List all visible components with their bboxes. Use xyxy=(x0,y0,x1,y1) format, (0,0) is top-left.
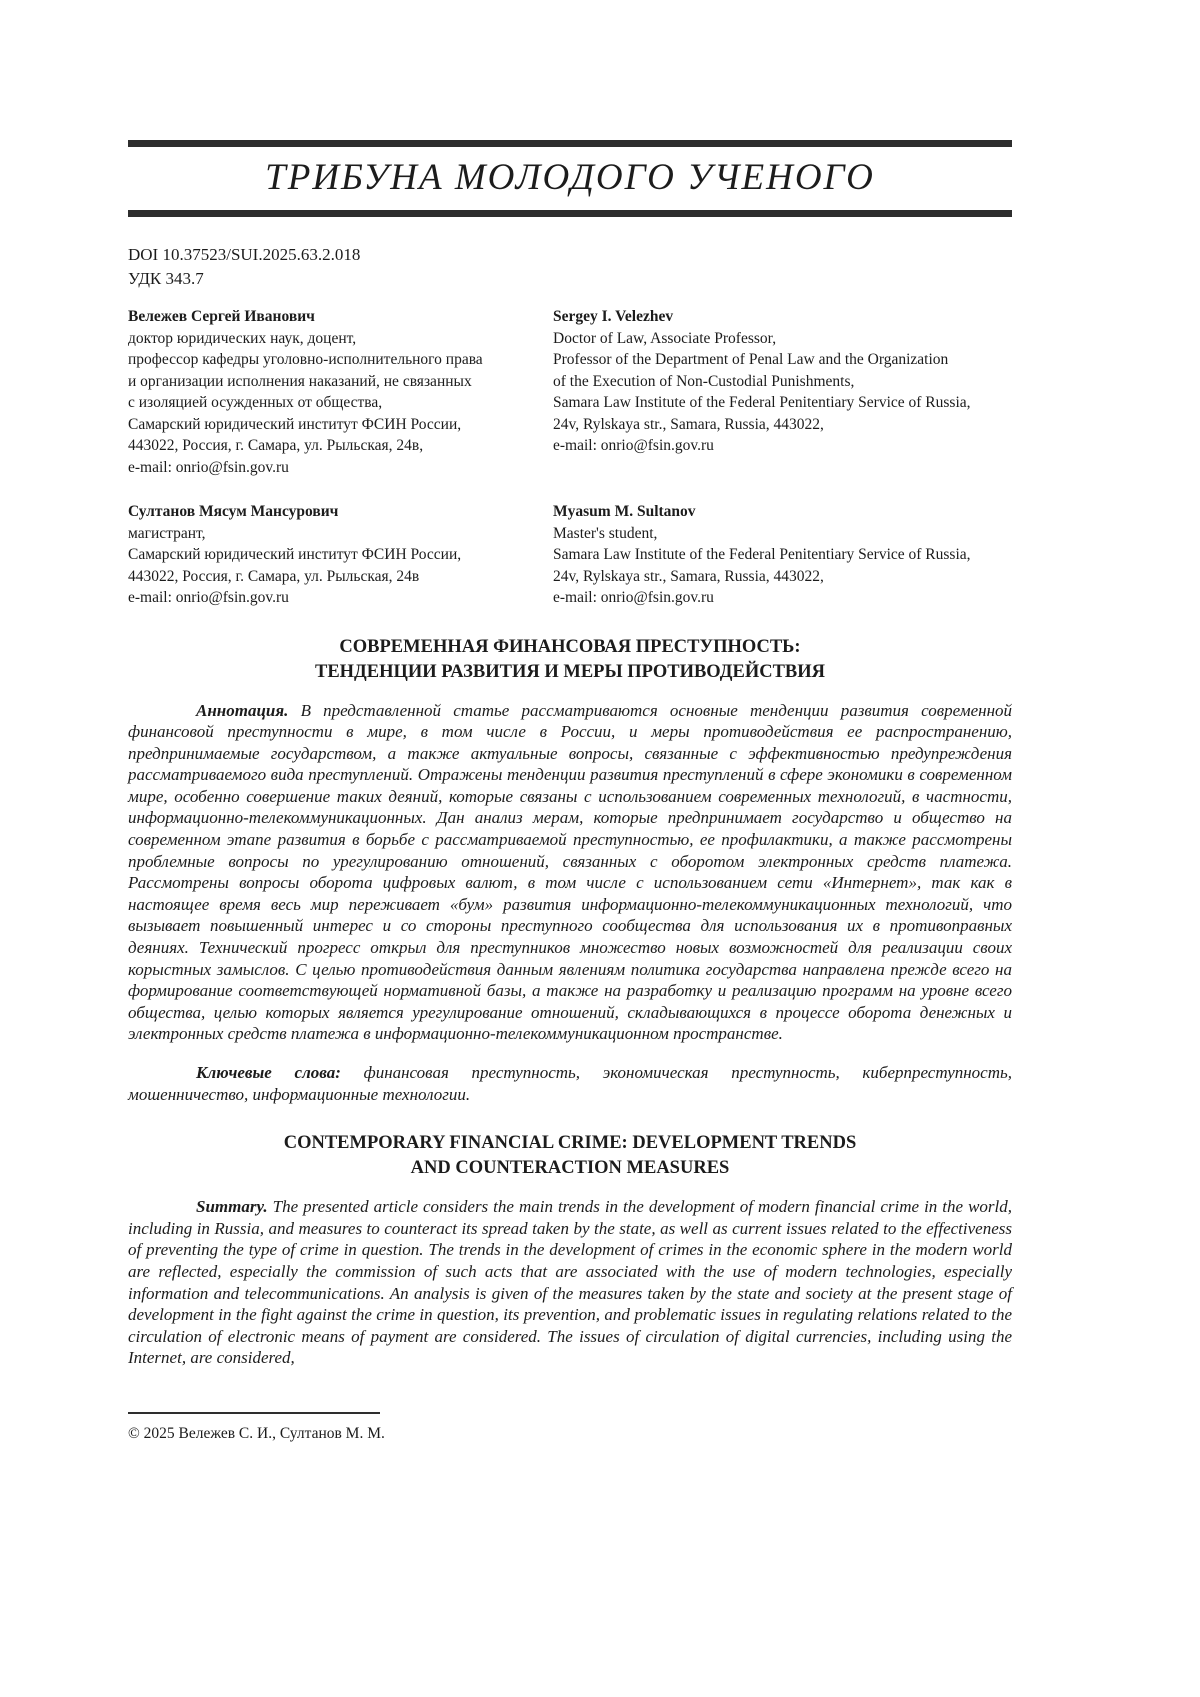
udk-line: УДК 343.7 xyxy=(128,269,204,288)
author-name-en: Sergey I. Velezhev xyxy=(553,308,674,325)
keywords-ru xyxy=(128,1062,1012,1105)
summary-label: Summary. xyxy=(196,1197,268,1217)
keywords-label: Ключевые слова: xyxy=(196,1063,341,1082)
article-meta xyxy=(128,243,1012,291)
author-name-ru: Вележев Сергей Иванович xyxy=(128,308,315,325)
article-title-en: CONTEMPORARY FINANCIAL CRIME: DEVELOPMENT TRENDS AND COUNTERACTION MEASURES xyxy=(283,1133,857,1179)
abstract-label: Аннотация. xyxy=(196,700,289,720)
author-affiliation-en: Doctor of Law, Associate Professor, Professor of the Department of Penal Law and the Organization of the Execution of Non-Custodial Punishments, Samara Law Institute of the Federal Penitentiary Service of Russia, 24v, Rylskaya str., Samara, Russia, 443022, e-mail: onrio@fsin.gov.ru xyxy=(553,329,971,454)
copyright-line: © 2025 Вележев С. И., Султанов М. М. xyxy=(128,1425,385,1442)
summary-text: The presented article considers the main trends in the development of modern financial crime in the world, including in Russia, and measures to counteract its spread taken by the state, as well as current issues related to the effectiveness of preventing the type of crime in question. The trends in the development of crimes in the economic sphere in the modern world are reflected, especially the commission of such acts that are associated with the use of modern technologies, especially information and telecommunications. An analysis is given of the measures taken by the state and society at the present stage of development in the fight against the crime in question, its prevention, and problematic issues in regulating relations related to the circulation of electronic means of payment are considered. The issues of circulation of digital currencies, including using the Internet, are considered, xyxy=(128,1197,1013,1368)
summary-en xyxy=(128,1196,1012,1369)
author-1-en xyxy=(553,306,1012,478)
page-footer xyxy=(128,1412,1012,1443)
abstract-text: В представленной статье рассматриваются основные тенденции развития современной финансовой преступности в мире, в том числе в России, и меры противодействия ее распространению, предпринимаемые государством, а также актуальные вопросы, связанные с эффективностью предупреждения рассматриваемого вида преступлений. Отражены тенденции развития преступлений в сфере экономики в современном мире, особенно совершение таких деяний, которые связаны с использованием современных технологий, в частности, информационно-телекоммуникационных. Дан анализ мерам, которые предпринимает государство и общество на современном этапе развития в борьбе с рассматриваемой преступностью, ее профилактики, а также рассмотрены проблемные вопросы по урегулированию отношений, связанных с оборотом электронных средств платежа. Рассмотрены вопросы оборота цифровых валют, в том числе с использованием сети «Интернет», так как в настоящее время весь мир переживает «бум» развития информационно-телекоммуникационных технологий, что вызывает повышенный интерес и со стороны преступного сообщества для использования их в противоправных деяниях. Технический прогресс открыл для преступников множество новых возможностей для реализации своих корыстных замыслов. С целью противодействия данным явлениям политика государства направлена прежде всего на формирование соответствующей нормативной базы, а также на разработку и реализацию программ на уровне всего общества, целью которых является урегулирование отношений, складывающихся в процессе оборота денежных и электронных средств платежа в информационно-телекоммуникационном пространстве. xyxy=(128,700,1012,1044)
author-2-ru xyxy=(128,501,553,609)
author-name-ru: Султанов Мясум Мансурович xyxy=(128,503,339,520)
abstract-ru xyxy=(128,700,1012,1046)
page-content xyxy=(128,140,1012,1386)
keywords-text: финансовая преступность, экономическая преступность, киберпреступность, мошенничество, информационные технологии. xyxy=(128,1063,1012,1104)
header-rule-bottom xyxy=(128,210,1012,217)
author-affiliation-ru: доктор юридических наук, доцент, профессор кафедры уголовно-исполнительного права и организации исполнения наказаний, не связанных с изоляцией осужденных от общества, Самарский юридический институт ФСИН России, 443022, Россия, г. Самара, ул. Рыльская, 24в, e-mail: onrio@fsin.gov.ru xyxy=(128,329,483,476)
author-2-en xyxy=(553,501,1012,609)
author-block-1 xyxy=(128,306,1012,478)
author-name-en: Myasum M. Sultanov xyxy=(553,503,696,520)
author-affiliation-en: Master's student, Samara Law Institute of the Federal Penitentiary Service of Russia, 24v, Rylskaya str., Samara, Russia, 443022, e-mail: onrio@fsin.gov.ru xyxy=(553,524,971,606)
footer-rule xyxy=(128,1412,380,1414)
header-rule-top xyxy=(128,140,1012,147)
author-block-2 xyxy=(128,501,1012,609)
author-affiliation-ru: магистрант, Самарский юридический институт ФСИН России, 443022, Россия, г. Самара, ул. Рыльская, 24в e-mail: onrio@fsin.gov.ru xyxy=(128,524,462,606)
journal-section-title: ТРИБУНА МОЛОДОГО УЧЕНОГО xyxy=(265,157,875,198)
doi-line: DOI 10.37523/SUI.2025.63.2.018 xyxy=(128,245,361,264)
author-1-ru xyxy=(128,306,553,478)
article-title-ru: СОВРЕМЕННАЯ ФИНАНСОВАЯ ПРЕСТУПНОСТЬ: ТЕНДЕНЦИИ РАЗВИТИЯ И МЕРЫ ПРОТИВОДЕЙСТВИЯ xyxy=(314,636,826,682)
